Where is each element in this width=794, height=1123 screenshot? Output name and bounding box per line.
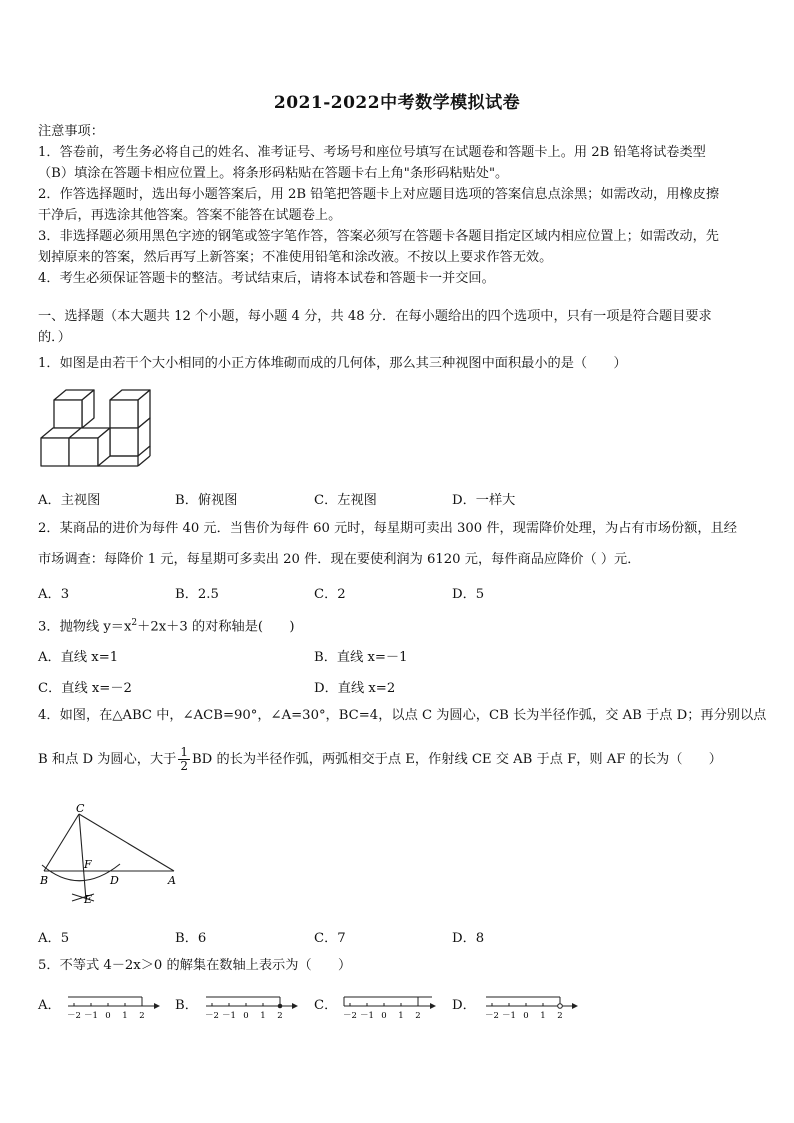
q5-numberline-d [482,988,582,1022]
section-heading: 一、选择题（本大题共 12 个小题，每小题 4 分，共 48 分．在每小题给出的四个选项中，只有一项是符合题目要求 [38,309,712,324]
tick-label: 2 [277,1011,283,1021]
notice-heading: 注意事项： [38,124,104,139]
q4-stem-part2: BD 的长为半径作弧，两弧相交于点 E，作射线 CE 交 AB 于点 F，则 AF 的长为（ ） [191,752,722,767]
q2-option-b: B．2.5 [175,587,219,602]
q4-triangle-figure [34,802,184,908]
fraction-numerator: 1 [180,745,188,759]
section-heading-cont: 的．） [38,330,71,345]
q5-option-c-letter: C． [314,998,338,1013]
tick-label: 2 [415,1011,421,1021]
q4-option-c: C．7 [314,931,346,946]
label-b: B [40,874,49,887]
q2-option-a: A．3 [38,587,70,602]
tick-label: －1 [360,1011,374,1021]
axis-arrow [572,1003,578,1009]
tick-label: －1 [222,1011,236,1021]
axis-arrow [430,1003,436,1009]
open-point [558,1004,563,1009]
tick-label: 2 [139,1011,145,1021]
label-f: F [84,858,92,871]
q3-stem [38,615,295,635]
q5-stem: 5．不等式 4－2x＞0 的解集在数轴上表示为（ ） [38,958,352,973]
q5-option-b-letter: B． [175,998,198,1013]
q1-option-a: A．主视图 [38,493,101,508]
axis-arrow [154,1003,160,1009]
notice-line: （B）填涂在答题卡相应位置上。将条形码粘贴在答题卡右上角"条形码粘贴处"。 [38,166,509,181]
q4-option-d: D．8 [452,931,485,946]
tick-label: －2 [343,1011,357,1021]
fraction-denominator: 2 [180,759,188,773]
tick-label: 1 [122,1011,128,1021]
tick-label: 1 [260,1011,266,1021]
q5-option-d-letter: D． [452,998,476,1013]
q2-stem-line2: 市场调查：每降价 1 元，每星期可多卖出 20 件．现在要使利润为 6120 元，每件商品应降价（ ）元． [38,552,641,567]
q4-stem-line1: 4．如图，在△ABC 中，∠ACB=90°，∠A=30°，BC=4，以点 C 为圆心，CB 长为半径作弧，交 AB 于点 D；再分别以点 [38,708,767,723]
label-a: A [168,874,176,887]
notice-line: 4．考生必须保证答题卡的整洁。考试结束后，请将本试卷和答题卡一并交回。 [38,271,495,286]
q4-fraction [178,746,190,773]
tick-label: －1 [502,1011,516,1021]
notice-line: 1．答卷前，考生务必将自己的姓名、准考证号、考场号和座位号填写在试题卷和答题卡上。用 2B 铅笔将试卷类型 [38,145,706,160]
q1-option-c: C．左视图 [314,493,377,508]
label-c: C [76,802,85,815]
tick-label: 0 [243,1011,249,1021]
q2-option-d: D．5 [452,587,485,602]
tick-label: －2 [485,1011,499,1021]
notice-line: 2．作答选择题时，选出每小题答案后，用 2B 铅笔把答题卡上对应题目选项的答案信息点涂黑；如需改动，用橡皮擦 [38,187,720,202]
q2-option-c: C．2 [314,587,346,602]
solid-point [278,1004,283,1009]
tick-label: －1 [84,1011,98,1021]
q5-numberline-c [340,988,436,1022]
q3-exponent: 2 [131,618,138,628]
q3-stem-part1: 3．抛物线 y＝x [38,619,132,635]
q4-option-b: B．6 [175,931,207,946]
label-e: E [84,893,93,906]
tick-label: －2 [205,1011,219,1021]
tick-label: 1 [398,1011,404,1021]
label-d: D [110,874,119,887]
q1-stem: 1．如图是由若干个大小相同的小正方体堆砌而成的几何体，那么其三种视图中面积最小的是（ ） [38,356,627,371]
q4-stem-part1: B 和点 D 为圆心，大于 [38,752,177,767]
q4-stem-line2 [38,745,722,775]
q1-option-b: B．俯视图 [175,493,238,508]
notice-line: 3．非选择题必须用黑色字迹的钢笔或签字笔作答，答案必须写在答题卡各题目指定区域内相应位置上；如需改动，先 [38,229,719,244]
q5-option-a-letter: A． [38,998,61,1013]
q3-option-a: A．直线 x=1 [38,650,119,665]
tick-label: 0 [105,1011,111,1021]
q5-numberline-b [202,988,298,1022]
tick-label: －2 [67,1011,81,1021]
q3-option-b: B．直线 x=－1 [314,650,408,665]
notice-line: 干净后，再选涂其他答案。答案不能答在试题卷上。 [38,208,342,223]
q3-option-c: C．直线 x=－2 [38,681,132,696]
q2-stem-line1: 2．某商品的进价为每件 40 元．当售价为每件 60 元时，每星期可卖出 300 件，现需降价处理，为占有市场份额，且经 [38,521,737,536]
q1-option-d: D．一样大 [452,493,516,508]
q1-cube-figure [38,388,158,470]
q5-numberline-a [64,988,160,1022]
axis-arrow [292,1003,298,1009]
q4-option-a: A．5 [38,931,70,946]
page-title: 2021-2022中考数学模拟试卷 [273,93,521,113]
tick-label: 2 [557,1011,563,1021]
q3-stem-part2: ＋2x＋3 的对称轴是( ) [137,619,295,635]
tick-label: 0 [381,1011,387,1021]
tick-label: 1 [540,1011,546,1021]
notice-line: 划掉原来的答案，然后再写上新答案；不准使用铅笔和涂改液。不按以上要求作答无效。 [38,250,553,265]
q3-option-d: D．直线 x=2 [314,681,396,696]
tick-label: 0 [523,1011,529,1021]
